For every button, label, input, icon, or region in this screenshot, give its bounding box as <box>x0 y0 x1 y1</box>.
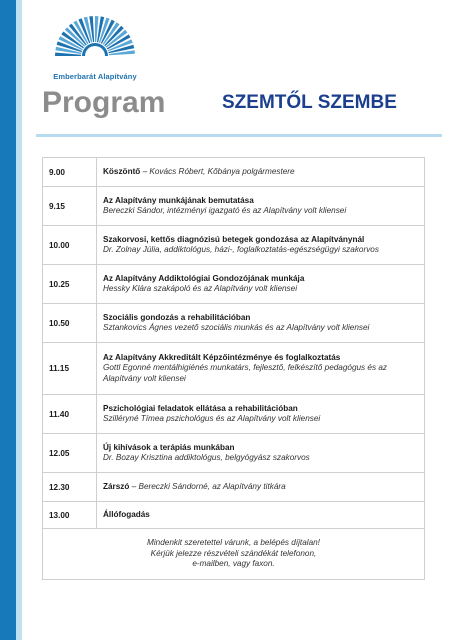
schedule-table <box>42 157 425 580</box>
schedule-row <box>43 343 425 395</box>
session-speaker: Szilléryné Tímea pszichológus és az Alapítvány volt kliensei <box>103 414 321 423</box>
session-title: Az Alapítvány Akkreditált Képzőintézménye és foglalkoztatás <box>103 352 341 362</box>
session-speaker: Dr. Zolnay Júlia, addiktológus, házi-, foglalkoztatás-egészségügyi szakorvos <box>103 245 379 254</box>
schedule-content <box>97 343 425 395</box>
schedule-row <box>43 187 425 226</box>
schedule-row <box>43 502 425 529</box>
session-speaker: Kovács Róbert, Kőbánya polgármestere <box>149 166 295 176</box>
schedule-row <box>43 395 425 434</box>
page-title: SZEMTŐL SZEMBE <box>222 92 397 113</box>
schedule-row <box>43 473 425 502</box>
separator: – <box>140 166 150 176</box>
schedule-content <box>97 434 425 473</box>
schedule-time: 13.00 <box>43 502 97 529</box>
session-speaker: Bereczki Sándor, intézményi igazgató és az Alapítvány volt kliensei <box>103 206 347 215</box>
session-title: Pszichológiai feladatok ellátása a rehabilitációban <box>103 403 298 413</box>
schedule-content <box>97 502 425 529</box>
schedule-content <box>97 226 425 265</box>
separator: – <box>129 481 139 491</box>
session-speaker: Dr. Bozay Krisztina addiktológus, belgyógyász szakorvos <box>103 453 310 462</box>
session-title: Az Alapítvány Addiktológiai Gondozójának munkája <box>103 273 305 283</box>
session-title: Új kihívások a terápiás munkában <box>103 442 235 452</box>
session-speaker: Bereczki Sándorné, az Alapítvány titkára <box>138 481 286 491</box>
logo <box>36 12 154 86</box>
session-title: Köszöntő <box>103 166 141 176</box>
session-speaker: Hessky Klára szakápoló és az Alapítvány volt kliensei <box>103 284 298 293</box>
schedule-row <box>43 434 425 473</box>
footer-note <box>43 529 425 580</box>
footer-line: Kérjük jelezze részvételi szándékát telefonon, <box>150 548 317 558</box>
schedule-row <box>43 304 425 343</box>
schedule-time: 12.05 <box>43 434 97 473</box>
schedule-time: 9.00 <box>43 158 97 187</box>
session-title: Állófogadás <box>103 509 150 519</box>
schedule-time: 11.15 <box>43 343 97 395</box>
footer-row <box>43 529 425 580</box>
header-divider <box>36 134 442 137</box>
schedule-content <box>97 187 425 226</box>
schedule-content <box>97 473 425 502</box>
schedule-row <box>43 265 425 304</box>
schedule-row <box>43 226 425 265</box>
session-title: Szociális gondozás a rehabilitációban <box>103 312 251 322</box>
session-title: Szakorvosi, kettős diagnózisú betegek gondozása az Alapítványnál <box>103 234 365 244</box>
session-title: Zárszó <box>103 481 130 491</box>
session-speaker: Sztankovics Ágnes vezető szociális munkás és az Alapítvány volt kliensei <box>103 323 370 332</box>
session-title: Az Alapítvány munkájának bemutatása <box>103 195 254 205</box>
left-accent-bar-light <box>16 0 22 640</box>
schedule-content <box>97 158 425 187</box>
schedule-content <box>97 395 425 434</box>
schedule-time: 9.15 <box>43 187 97 226</box>
schedule-time: 12.30 <box>43 473 97 502</box>
schedule-content <box>97 265 425 304</box>
session-speaker: Gottl Egonné mentálhigiénés munkatárs, fejlesztő, felkészítő pedagógus és az Alapítvány volt kliensei <box>103 363 387 383</box>
sunburst-logo-icon <box>46 12 144 70</box>
left-accent-bar <box>0 0 16 640</box>
footer-line: Mindenkit szeretettel várunk, a belépés díjtalan! <box>147 538 320 548</box>
schedule-time: 10.00 <box>43 226 97 265</box>
schedule-row <box>43 158 425 187</box>
schedule-time: 11.40 <box>43 395 97 434</box>
schedule-time: 10.50 <box>43 304 97 343</box>
logo-text: Emberbarát Alapítvány <box>53 72 137 81</box>
program-label: Program <box>42 86 166 119</box>
footer-line: e-mailben, vagy faxon. <box>192 559 275 569</box>
schedule-content <box>97 304 425 343</box>
schedule-time: 10.25 <box>43 265 97 304</box>
